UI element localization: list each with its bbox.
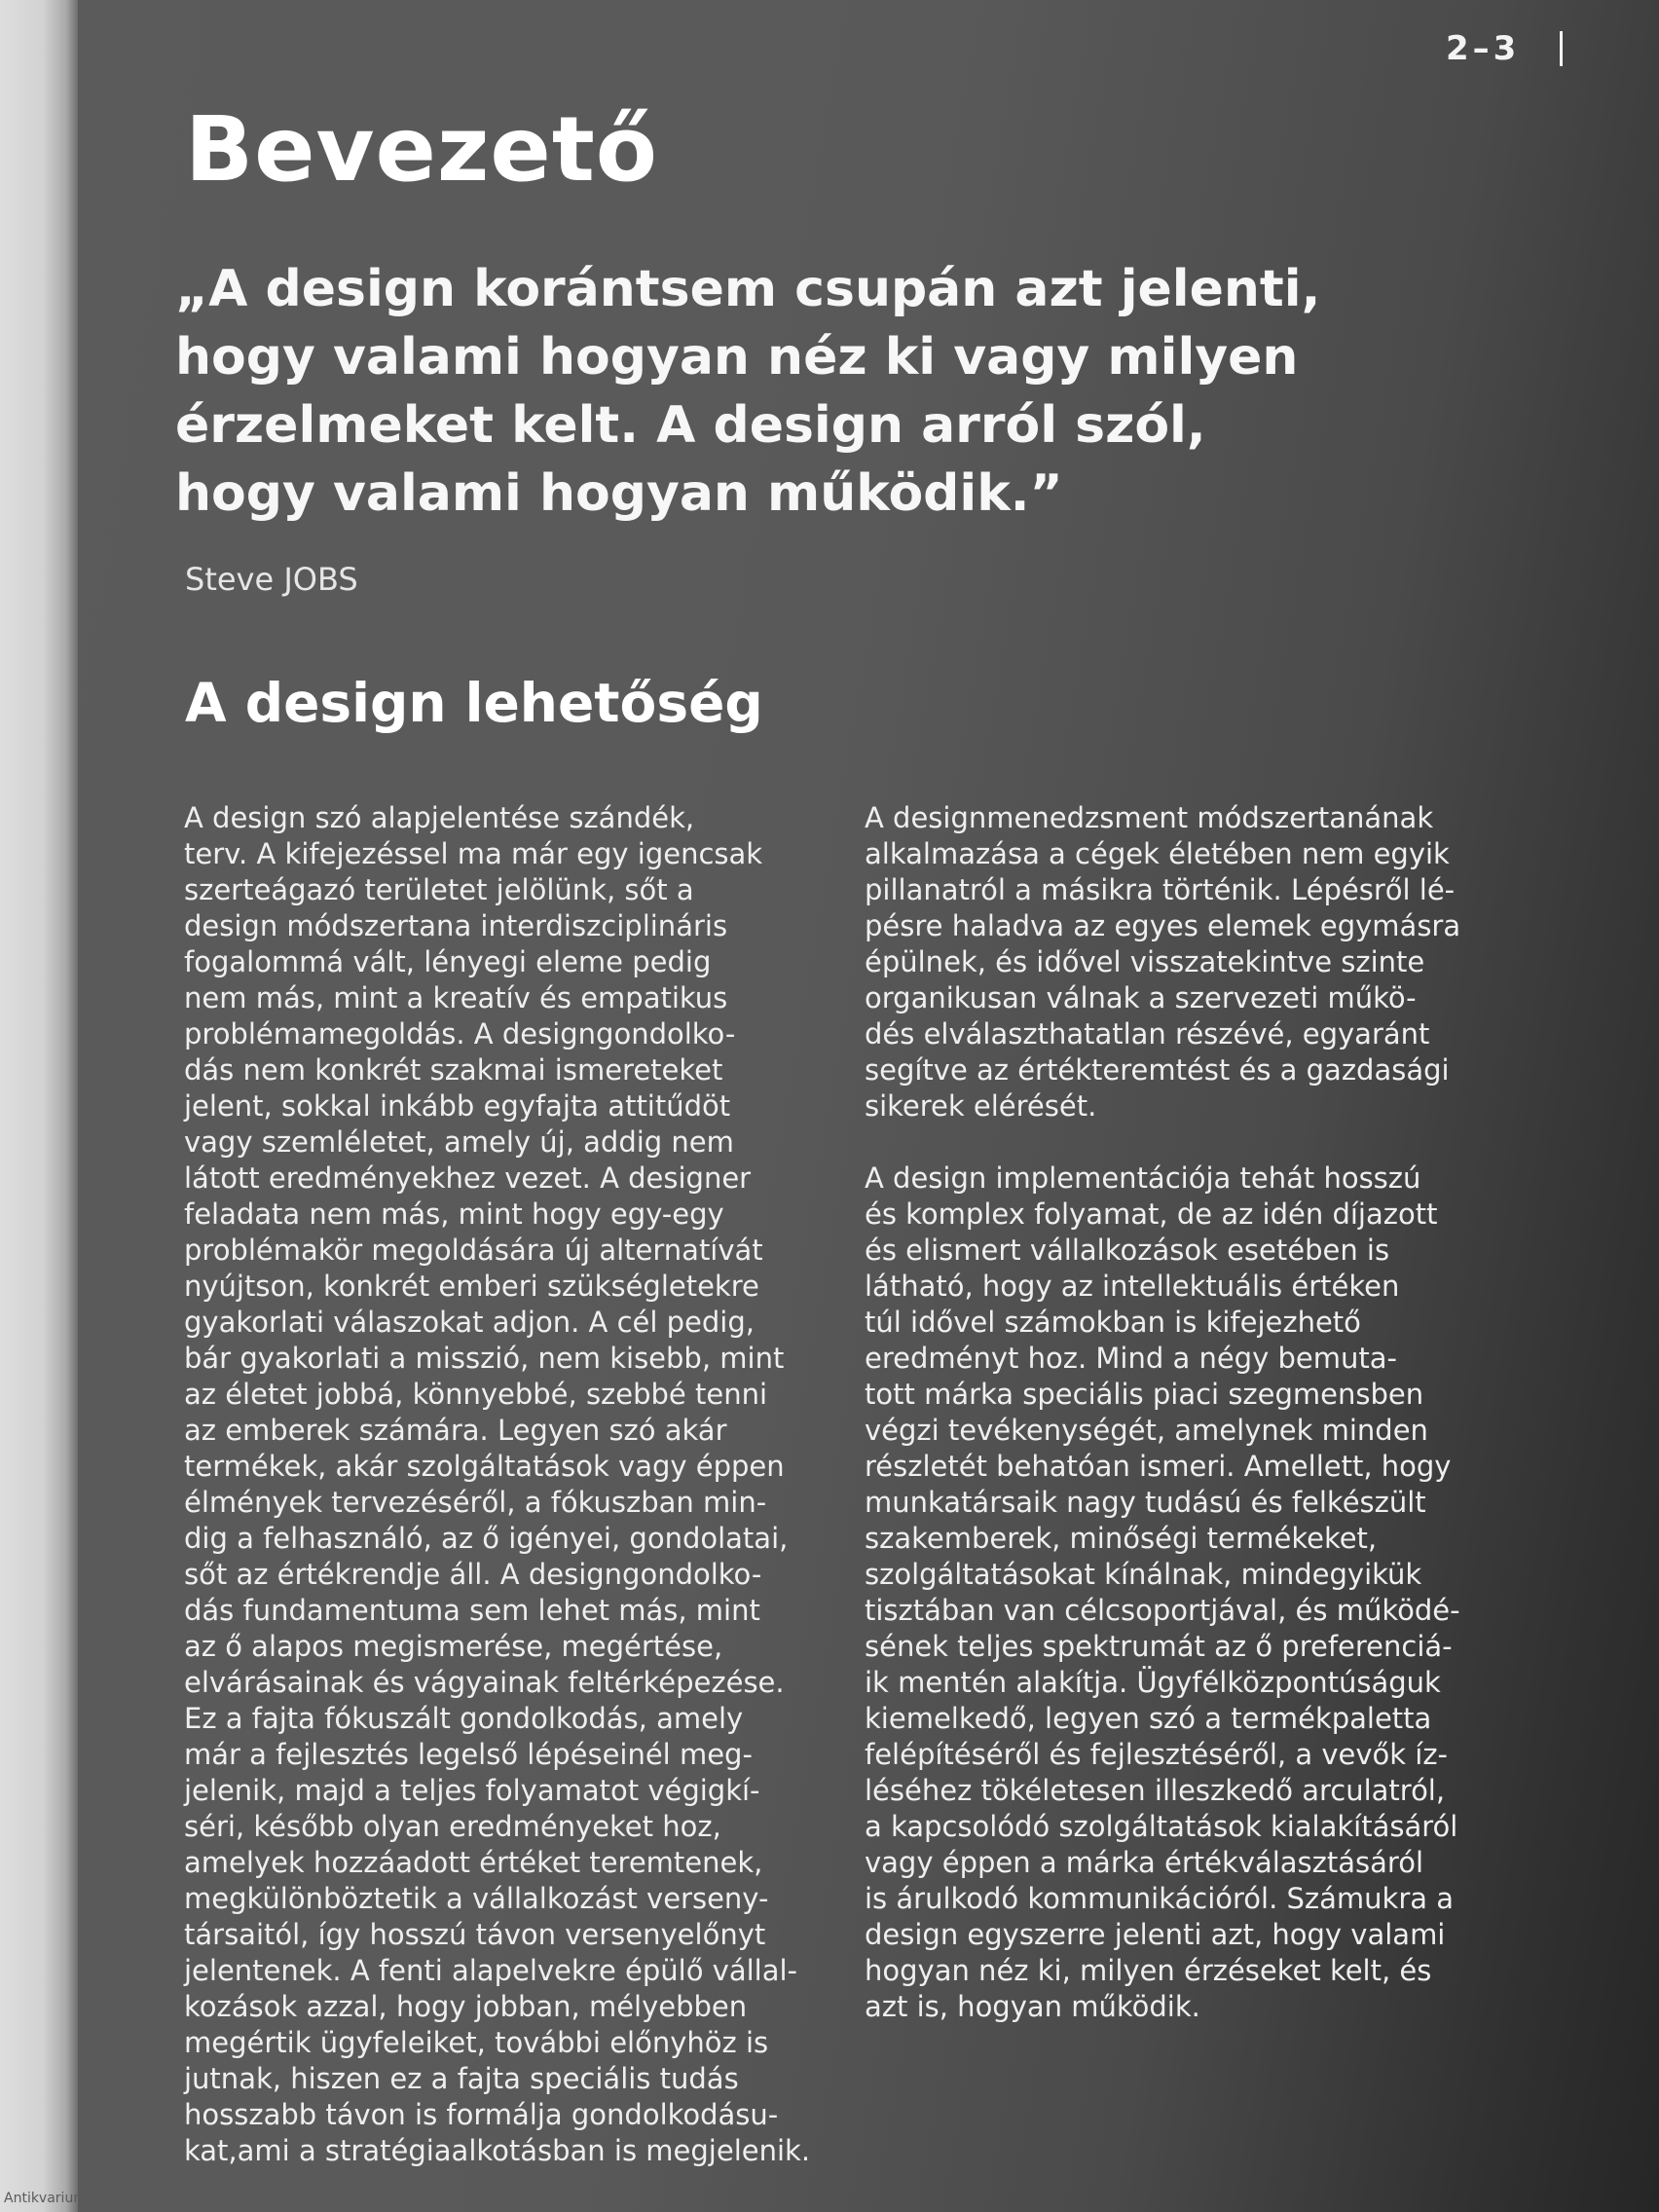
- paragraph: A designmenedzsment módszertanának alkalmazása a cégek életében nem egyik pillanatról a másikra történik. Lépésről lé- pésre haladva az egyes elemek egymásra épülnek, és idővel visszatekintve szinte organikusan válnak a szervezeti műkö- dés elválaszthatatlan részévé, egyaránt segítve az értékteremtést és a gazdasági sikerek elérését.: [865, 801, 1461, 1123]
- page-number-divider: [1560, 31, 1563, 66]
- page: [78, 0, 1659, 2212]
- quote-line: hogy valami hogyan néz ki vagy milyen: [175, 328, 1299, 387]
- text-column-left: [184, 800, 866, 2169]
- book-spine: [0, 0, 78, 2212]
- section-title: A design lehetőség: [185, 672, 763, 734]
- page-number: 2–3: [1446, 29, 1521, 68]
- quote-line: „A design korántsem csupán azt jelenti,: [175, 260, 1321, 318]
- quote: [175, 255, 1441, 528]
- text-column-right: [865, 800, 1575, 2025]
- quote-line: érzelmeket kelt. A design arról szól,: [175, 396, 1206, 455]
- quote-line: hogy valami hogyan működik.”: [175, 464, 1063, 523]
- paragraph: A design implementációja tehát hosszú és komplex folyamat, de az idén díjazott és elismert vállalkozások esetében is látható, hogy az intellektuális értéken túl idővel számokban is kifejezhető eredményt hoz. Mind a négy bemuta- tott márka speciális piaci szegmensben végzi tevékenységét, amelynek minden részletét behatóan ismeri. Amellett, hogy munkatársaik nagy tudású és felkészült szakemberek, minőségi termékeket, szolgáltatásokat kínálnak, mindegyikük tisztában van célcsoportjával, és működé- sének teljes spektrumát az ő preferenciá- ik mentén alakítja. Ügyfélközpontúságuk kiemelkedő, legyen szó a termékpaletta felépítéséről és fejlesztéséről, a vevők íz- léséhez tökéletesen illeszkedő arculatról, a kapcsolódó szolgáltatások kialakításáról vagy éppen a márka értékválasztásáról is árulkodó kommunikációról. Számukra a design egyszerre jelenti azt, hogy valami hogyan néz ki, milyen érzéseket kelt, és azt is, hogyan működik.: [865, 1161, 1460, 2023]
- paragraph: A design szó alapjelentése szándék, terv. A kifejezéssel ma már egy igencsak szerteágazó területet jelölünk, sőt a design módszertana interdiszciplináris fogalommá vált, lényegi eleme pedig nem más, mint a kreatív és empatikus problémamegoldás. A designgondolko- dás nem konkrét szakmai ismereteket jelent, sokkal inkább egyfajta attitűdöt vagy szemléletet, amely új, addig nem látott eredményekhez vezet. A designer feladata nem más, mint hogy egy-egy problémakör megoldására új alternatívát nyújtson, konkrét emberi szükségletekre gyakorlati válaszokat adjon. A cél pedig, bár gyakorlati a misszió, nem kisebb, mint az életet jobbá, könnyebbé, szebbé tenni az emberek számára. Legyen szó akár termékek, akár szolgáltatások vagy éppen élmények tervezéséről, a fókuszban min- dig a felhasználó, az ő igényei, gondolatai, sőt az értékrendje áll. A designgondolko- dás fundamentuma sem lehet más, mint az ő alapos megismerése, megértése, elvárásainak és vágyainak feltérképezése. Ez a fajta fókuszált gondolkodás, amely már a fejlesztés legelső lépéseinél meg- jelenik, majd a teljes folyamatot végigkí- séri, később olyan eredményeket hoz, amelyek hozzáadott értéket teremtenek, megkülönböztetik a vállalkozást verseny- társaitól, így hosszú távon versenyelőnyt jelentenek. A fenti alapelvekre épülő vállal- kozások azzal, hogy jobban, mélyebben megértik ügyfeleiket, további előnyhöz is jutnak, hiszen ez a fajta speciális tudás hosszabb távon is formálja gondolkodásu- kat,ami a stratégiaalkotásban is megjelenik.: [184, 801, 811, 2167]
- page-title: Bevezető: [185, 97, 659, 202]
- watermark: Antikvarium.hu: [4, 2191, 109, 2206]
- quote-author: Steve JOBS: [185, 561, 358, 598]
